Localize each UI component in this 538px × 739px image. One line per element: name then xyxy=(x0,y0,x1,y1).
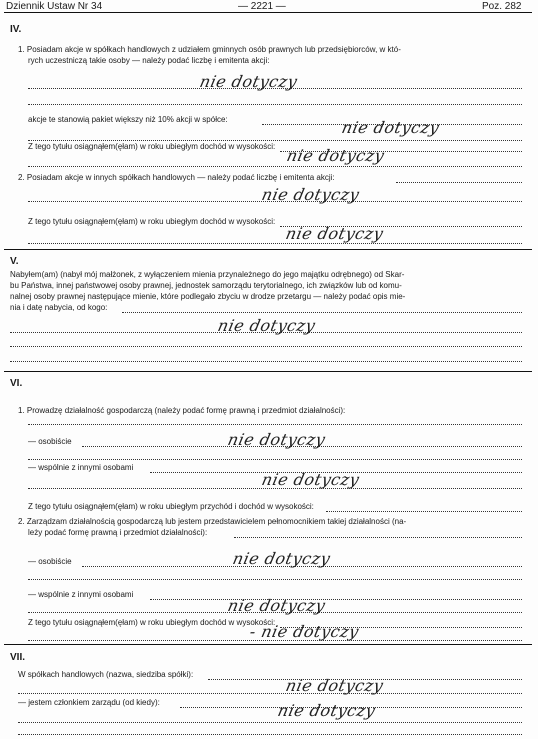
handwritten-answer: nie dotyczy xyxy=(197,72,300,91)
fill-line xyxy=(10,361,522,362)
section-divider xyxy=(4,371,532,372)
header-rule xyxy=(4,12,532,13)
handwritten-answer: - nie dotyczy xyxy=(247,622,361,641)
income-label: Z tego tytułu osiągnąłem(ęłam) w roku ubiegłym dochód w wysokości: xyxy=(28,142,276,151)
section-vi-item2-line1: 2. Zarządzam działalnością gospodarczą lub jestem przedstawicielem pełnomocnikiem takiej działalności (na- xyxy=(18,517,407,526)
income-label: Z tego tytułu osiągnąłem(ęłam) w roku ubiegłym przychód i dochód w wysokości: xyxy=(28,502,314,511)
fill-line xyxy=(28,579,522,580)
handwritten-answer: nie dotyczy xyxy=(259,185,362,204)
section-v-line2: bu Państwa, innej państwowej osoby prawnej, jednostek samorządu terytorialnego, ich związków lub od komu- xyxy=(10,281,402,290)
section-iv-item1-line1: 1. Posiadam akcje w spółkach handlowych z udziałem gminnych osób prawnych lub przedsiębiorców, w któ- xyxy=(18,45,401,54)
personally-label: — osobiście xyxy=(28,557,72,566)
section-vi-title: VI. xyxy=(10,378,23,389)
section-iv-item1-line2: rych uczestniczą takie osoby — należy podać liczbę i emitenta akcji: xyxy=(28,56,270,65)
handwritten-answer: nie dotyczy xyxy=(283,676,386,695)
handwritten-answer: nie dotyczy xyxy=(225,430,328,449)
fill-line xyxy=(28,201,522,202)
fill-line xyxy=(28,166,522,167)
handwritten-answer: nie dotyczy xyxy=(225,596,328,615)
board-member-label: — jestem członkiem zarządu (od kiedy): xyxy=(18,698,160,707)
section-v-line4: nia i datę nabycia, od kogo: xyxy=(10,303,108,312)
fill-line xyxy=(234,537,522,538)
fill-line xyxy=(28,424,522,425)
page-number: — 2221 — xyxy=(238,1,286,12)
income-label: Z tego tytułu osiągnąłem(ęłam) w roku ubiegłym dochód w wysokości: xyxy=(28,217,276,226)
section-vi-item1: 1. Prowadzę działalność gospodarczą (należy podać formę prawną i przedmiot działalności): xyxy=(18,406,346,415)
handwritten-answer: nie dotyczy xyxy=(283,224,386,243)
section-v-line1: Nabyłem(am) (nabył mój małżonek, z wyłączeniem mienia przynależnego do jego majątku odrębnego) od Skar- xyxy=(10,270,405,279)
fill-line xyxy=(326,511,522,512)
fill-line xyxy=(28,88,522,89)
jointly-label: — wspólnie z innymi osobami xyxy=(28,463,134,472)
fill-line xyxy=(28,104,522,105)
section-vii-title: VII. xyxy=(10,652,26,663)
fill-line xyxy=(28,140,522,141)
fill-line xyxy=(18,722,522,723)
fill-line xyxy=(28,243,522,244)
income-label: Z tego tytułu osiągnąłem(ęłam) w roku ubiegłym dochód w wysokości: xyxy=(28,618,276,627)
section-divider xyxy=(4,249,532,250)
fill-line xyxy=(28,612,522,613)
fill-line xyxy=(10,332,522,333)
section-v-title: V. xyxy=(10,256,19,267)
jointly-label: — wspólnie z innymi osobami xyxy=(28,590,134,599)
handwritten-answer: nie dotyczy xyxy=(284,146,387,165)
fill-line xyxy=(28,640,522,641)
majority-stake-label: akcje te stanowią pakiet większy niż 10% akcji w spółce: xyxy=(28,115,228,124)
section-iv-title: IV. xyxy=(10,24,22,35)
handwritten-answer: nie dotyczy xyxy=(230,549,333,568)
section-v-line3: nalnej osoby prawnej następujące mienie, które podlegało zbyciu w drodze przetargu — należy podać opis mie- xyxy=(10,292,406,301)
fill-line xyxy=(28,488,522,489)
position-number: Poz. 282 xyxy=(482,1,522,12)
handwritten-answer: nie dotyczy xyxy=(339,118,442,137)
section-divider xyxy=(4,644,532,645)
fill-line xyxy=(18,693,522,694)
section-vi-item2-line2: leży podać formę prawną i przedmiot działalności): xyxy=(28,528,208,537)
fill-line xyxy=(28,459,522,460)
personally-label: — osobiście xyxy=(28,437,72,446)
journal-title: Dziennik Ustaw Nr 34 xyxy=(6,1,103,12)
fill-line xyxy=(150,599,522,600)
fill-line xyxy=(122,312,522,313)
fill-line xyxy=(396,182,522,183)
handwritten-answer: nie dotyczy xyxy=(275,701,378,720)
section-iv-item2: 2. Posiadam akcje w innych spółkach handlowych — należy podać liczbę i emitenta akcji: xyxy=(18,173,335,182)
fill-line xyxy=(10,346,522,347)
handwritten-answer: nie dotyczy xyxy=(215,316,318,335)
handwritten-answer: nie dotyczy xyxy=(259,470,362,489)
fill-line xyxy=(18,734,522,735)
companies-label: W spółkach handlowych (nazwa, siedziba spółki): xyxy=(18,670,194,679)
